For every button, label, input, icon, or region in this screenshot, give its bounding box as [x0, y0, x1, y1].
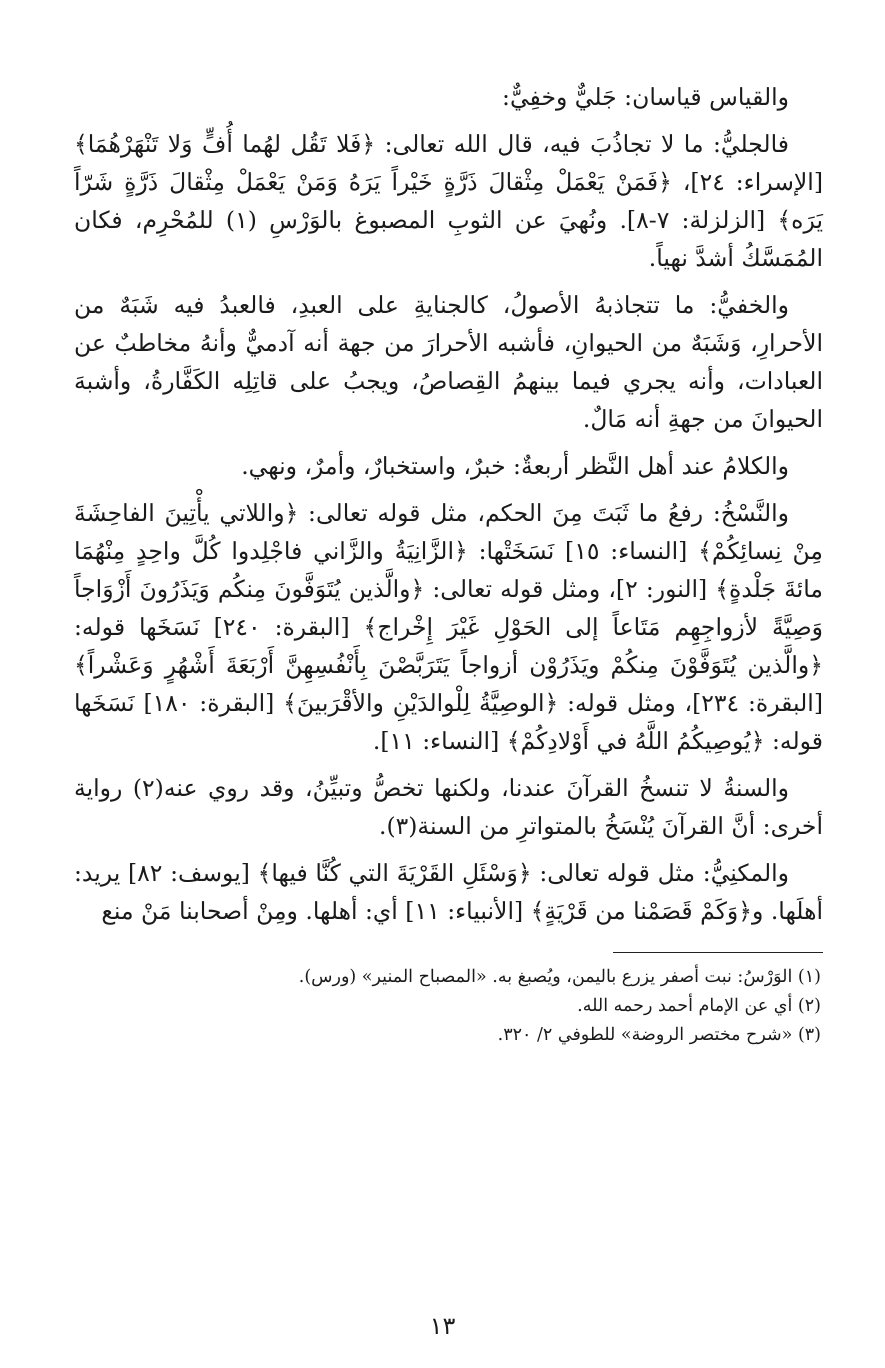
paragraph-qiyas-types: والقياس قياسان: جَليٌّ وخفِيٌّ: [502, 83, 789, 111]
footnote-1: (١) الوَرْسُ: نبت أصفر يزرع باليمن، ويُصبغ به. «المصباح المنير» (ورس). [298, 967, 821, 987]
paragraph-jali: فالجليُّ: ما لا تجاذُبَ فيه، قال الله تعالى: ﴿فَلا تَقُل لهُما أُفٍّ وَلا تَنْهَرْهُمَا﴾ [الإسراء: ٢٤]، ﴿فَمَنْ يَعْمَلْ مِثْقالَ ذَرَّةٍ خَيْراً يَرَهُ وَمَنْ يَعْمَلْ مِثْقالَ ذَرَّةٍ شَرّاً يَرَه﴾ [الزلزلة: ٧-٨]. ونُهيَ عن الثوبِ المصبوغ بالوَرْسِ (١) للمُحْرِم، فكان المُمَسَّكُ أشدَّ نهياً. [74, 130, 823, 272]
page-number: ١٣ [429, 1312, 456, 1340]
paragraph-makni: والمكنِيُّ: مثل قوله تعالى: ﴿وَسْئَلِ القَرْيَةَ التي كُنَّا فيها﴾ [يوسف: ٨٢] يريد: أهلَها. و﴿وَكَمْ قَصَمْنا من قَرْيَةٍ﴾ [الأنبياء: ١١] أي: أهلها. ومِنْ أصحابنا مَنْ منع [74, 859, 823, 925]
paragraph-kalam: والكلامُ عند أهل النَّظر أربعةٌ: خبرٌ، واستخبارٌ، وأمرٌ، ونهي. [241, 452, 789, 480]
paragraph-khafi: والخفيُّ: ما تتجاذبهُ الأصولُ، كالجنايةِ على العبدِ، فالعبدُ فيه شَبَهٌ من الأحرارِ، وَشَبَهٌ من الحيوانِ، فأشبه الأحرارَ من جهة أنه آدميٌّ وأنهُ مخاطبٌ عن العبادات، وأنه يجري فيما بينهمُ القِصاصُ، ويجبُ على قاتِلِه الكَفَّارةُ، وأشبهَ الحيوانَ من جهةِ أنه مَالٌ. [74, 291, 823, 433]
body-text [74, 78, 823, 930]
paragraph-sunnah: والسنةُ لا تنسخُ القرآنَ عندنا، ولكنها تخصُّ وتبيِّنُ، وقد روي عنه(٢) رواية أخرى: أنَّ القرآنَ يُنْسَخُ بالمتواترِ من السنة(٣). [74, 774, 823, 840]
footnotes [74, 963, 823, 1050]
footnote-3: (٣) «شرح مختصر الروضة» للطوفي ٢/ ٣٢٠. [497, 1025, 821, 1045]
footnote-divider [613, 952, 823, 953]
paragraph-naskh: والنَّسْخُ: رفعُ ما ثَبَتَ مِنَ الحكم، مثل قوله تعالى: ﴿واللاتي يأْتِينَ الفاحِشَةَ مِنْ نِسائِكُمْ﴾ [النساء: ١٥] نَسَخَتْها: ﴿الزَّانِيَةُ والزَّاني فاجْلِدوا كُلَّ واحِدٍ مِنْهُمَا مائةَ جَلْدةٍ﴾ [النور: ٢]، ومثل قوله تعالى: ﴿والَّذين يُتَوَفَّونَ مِنكُم وَيَذَرُونَ أَزْوَاجاً وَصِيَّةً لأزواجِهِم مَتَاعاً إلى الحَوْلِ غَيْرَ إِخْراج﴾ [البقرة: ٢٤٠] نَسَخَها قوله: ﴿والَّذين يُتَوَفَّوْنَ مِنكُمْ ويَذَرُوْن أزواجاً يَتَرَبَّصْنَ بِأَنْفُسِهِنَّ أَرْبَعَةَ أَشْهُرٍ وَعَشْراً﴾ [البقرة: ٢٣٤]، ومثل قوله: ﴿الوصِيَّةُ لِلْوالدَيْنِ والأقْرَبينَ﴾ [البقرة: ١٨٠] نَسَخَها قوله: ﴿يُوصِيكُمُ اللَّهُ في أَوْلادِكُمْ﴾ [النساء: ١١]. [74, 499, 823, 755]
footnote-2: (٢) أي عن الإمام أحمد رحمه الله. [577, 996, 821, 1016]
